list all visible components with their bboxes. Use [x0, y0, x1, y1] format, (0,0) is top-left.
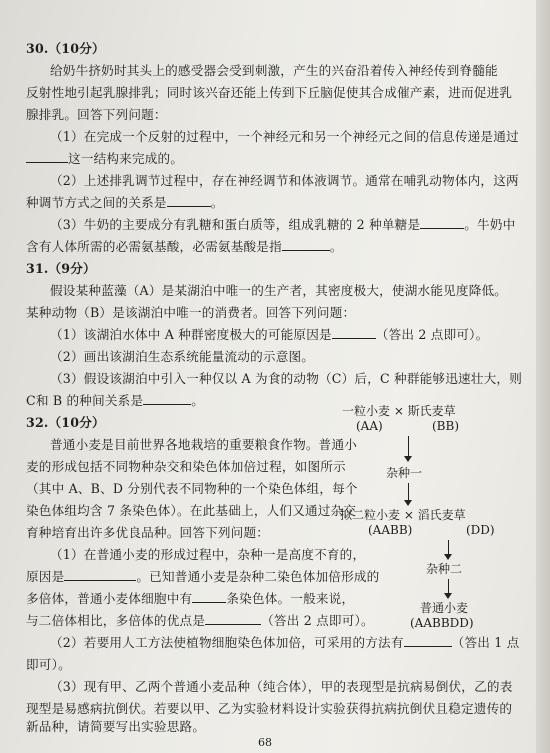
q30-intro-line3: 腺排乳。回答下列问题： [26, 107, 167, 122]
q32-part1-line2: 原因是 。已知普通小麦是杂种二染色体加倍形成的 [26, 569, 380, 584]
answer-blank[interactable] [332, 326, 376, 339]
q30-part3-line1: （3）牛奶的主要成分有乳糖和蛋白质等，组成乳糖的 2 种单糖是 。牛奶中 [50, 217, 516, 232]
q30-part2-line1: （2）上述排乳调节过程中，存在神经调节和体液调节。通常在哺乳动物体内，这两 [50, 173, 519, 188]
q32-part3-line1: （3）现有甲、乙两个普通小麦品种（纯合体），甲的表现型是抗病易倒伏，乙的表 [50, 679, 513, 694]
diagram-arrow-head-3 [444, 554, 452, 560]
wheat-formation-diagram [340, 398, 540, 698]
q30-intro-line2: 反射性地引起乳腺排乳；同时该兴奋还能上传到下丘脑促使其合成催产素，进而促进乳 [26, 85, 513, 100]
diagram-hybrid-1: 杂种一 [386, 466, 423, 480]
q32-part2-line2: 即可）。 [26, 657, 71, 672]
answer-blank[interactable] [64, 568, 136, 581]
diagram-common-wheat: 普通小麦 [420, 601, 469, 615]
q31-part3-line2: C和 B 的种间关系是 。 [26, 393, 205, 408]
q31-intro-line1: 假设某种蓝藻（A）是某湖泊中唯一的生产者，其密度极大，使湖水能见度降低。 [50, 283, 508, 298]
q31-part2: （2）画出该湖泊生态系统能量流动的示意图。 [50, 349, 315, 364]
q31-part1: （1）该湖泊水体中 A 种群密度极大的可能原因是 （答出 2 点即可）。 [50, 327, 489, 342]
q30-part1-line1: （1）在完成一个反射的过程中，一个神经元和另一个神经元之间的信息传递是通过 [50, 129, 519, 144]
answer-blank[interactable] [143, 392, 191, 405]
diagram-cross-parents-1: 一粒小麦 × 斯氏麦草 [342, 404, 456, 418]
q32-part1-line4: 与二倍体相比，多倍体的优点是 （答出 2 点即可）。 [26, 613, 374, 628]
answer-blank[interactable] [420, 216, 464, 229]
q32-intro-line5: 育种培育出许多优良品种。回答下列问题： [26, 525, 270, 540]
diagram-arrow-head-2 [404, 500, 412, 506]
diagram-arrow-line-1 [408, 436, 409, 458]
answer-blank[interactable] [282, 238, 330, 251]
diagram-genotype-aa: (AA) [356, 419, 383, 433]
q32-part1-line3: 多倍体，普通小麦体细胞中有 条染色体。一般来说， [26, 591, 355, 606]
q30-intro-line1: 给奶牛挤奶时其头上的感受器会受到刺激，产生的兴奋沿着传入神经传到脊髓能 [50, 63, 498, 78]
q32-part1-line1: （1）在普通小麦的形成过程中，杂种一是高度不育的， [50, 547, 366, 562]
q30-part2-line2: 种调节方式之间的关系是 。 [26, 195, 224, 210]
q30-header: 30.（10分） [26, 41, 105, 56]
diagram-arrow-head-4 [444, 593, 452, 599]
diagram-genotype-bb: (BB) [432, 419, 459, 433]
q32-part3-line2: 现型是易感病抗倒伏。若要以甲、乙为实验材料设计实验获得抗病抗倒伏且稳定遗传的 [26, 701, 513, 716]
q32-header: 32.（10分） [26, 415, 105, 430]
page-number: 68 [258, 736, 272, 749]
diagram-genotype-dd: (DD) [466, 523, 495, 537]
q30-part3-line2: 含有人体所需的必需氨基酸，必需氨基酸是指 。 [26, 239, 343, 254]
q32-intro-line4: 染色体组均含 7 条染色体）。在此基础上，人们又通过杂交 [26, 503, 357, 518]
q31-header: 31.（9分） [26, 261, 96, 276]
answer-blank[interactable] [205, 612, 261, 625]
q32-intro-line1: 普通小麦是目前世界各地栽培的重要粮食作物。普通小 [50, 437, 358, 452]
diagram-hybrid-2: 杂种二 [426, 562, 463, 576]
diagram-arrow-head-1 [404, 456, 412, 462]
answer-blank[interactable] [192, 590, 226, 603]
q32-part2-line1: （2）若要用人工方法使植物细胞染色体加倍，可采用的方法有 （答出 1 点 [50, 635, 520, 650]
diagram-genotype-aabb: (AABB) [368, 523, 413, 537]
q31-intro-line2: 某种动物（B）是该湖泊中唯一的消费者。回答下列问题： [26, 305, 356, 320]
q31-part3-line1: （3）假设该湖泊中引入一种仅以 A 为食的动物（C）后，C 种群能够迅速壮大，则 [50, 371, 522, 386]
diagram-cross-parents-2: 拟二粒小麦 × 滔氏麦草 [340, 508, 466, 522]
q32-intro-line3: （其中 A、B、D 分别代表不同物种的一个染色体组，每个 [26, 481, 358, 496]
answer-blank[interactable] [167, 194, 211, 207]
diagram-genotype-aabbdd: (AABBDD) [410, 616, 474, 630]
q30-part1-line2: 这一结构来完成的。 [26, 150, 183, 167]
answer-blank[interactable] [26, 150, 68, 163]
q32-part3-line3: 新品种，请简要写出实验思路。 [26, 719, 206, 734]
q32-intro-line2: 麦的形成包括不同物种杂交和染色体加倍过程，如图所示 [26, 459, 346, 474]
